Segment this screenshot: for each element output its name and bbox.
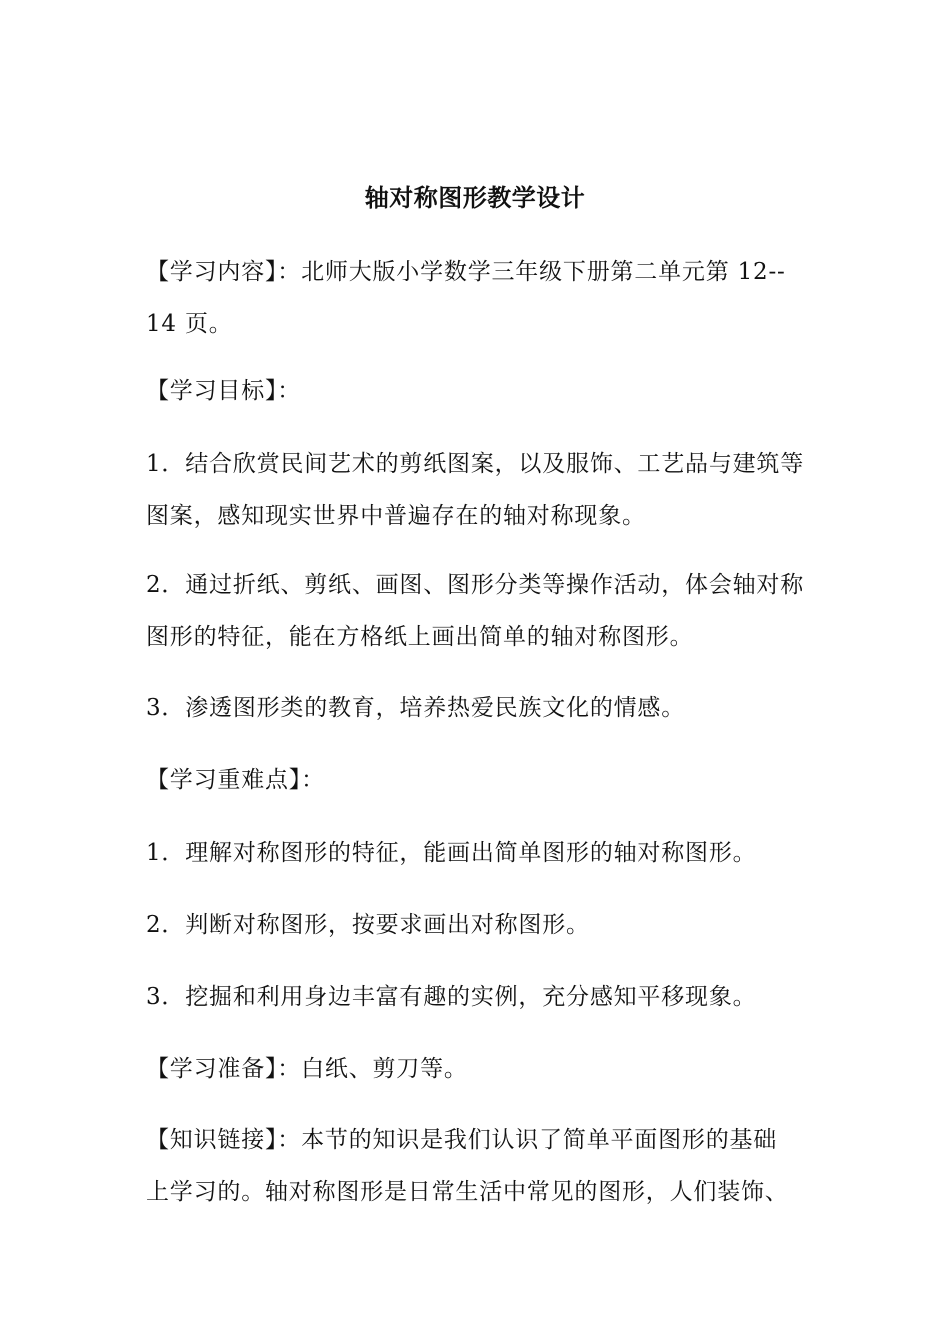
objectives-heading: 【学习目标】： xyxy=(146,378,302,404)
objective-1-line-1: 1．结合欣赏民间艺术的剪纸图案，以及服饰、工艺品与建筑等 xyxy=(146,451,805,477)
objective-1-line-2: 图案，感知现实世界中普遍存在的轴对称现象。 xyxy=(146,503,646,529)
keypoint-3: 3．挖掘和利用身边丰富有趣的实例，充分感知平移现象。 xyxy=(146,984,757,1010)
learning-content-line-1: 【学习内容】：北师大版小学数学三年级下册第二单元第 12-- xyxy=(146,259,786,285)
knowledge-link-line-2: 上学习的。轴对称图形是日常生活中常见的图形，人们装饰、 xyxy=(146,1179,789,1205)
knowledge-link-line-1: 【知识链接】：本节的知识是我们认识了简单平面图形的基础 xyxy=(146,1127,778,1153)
keypoint-2: 2．判断对称图形，按要求画出对称图形。 xyxy=(146,912,590,938)
preparation-line: 【学习准备】：白纸、剪刀等。 xyxy=(146,1056,468,1082)
objective-2-line-1: 2．通过折纸、剪纸、画图、图形分类等操作活动，体会轴对称 xyxy=(146,572,805,598)
keypoints-heading: 【学习重难点】： xyxy=(146,767,325,793)
objective-2-line-2: 图形的特征，能在方格纸上画出简单的轴对称图形。 xyxy=(146,624,694,650)
page-title: 轴对称图形教学设计 xyxy=(364,183,586,212)
learning-content-line-2: 14 页。 xyxy=(146,311,233,337)
keypoint-1: 1．理解对称图形的特征，能画出简单图形的轴对称图形。 xyxy=(146,840,757,866)
objective-3: 3．渗透图形类的教育，培养热爱民族文化的情感。 xyxy=(146,695,686,721)
